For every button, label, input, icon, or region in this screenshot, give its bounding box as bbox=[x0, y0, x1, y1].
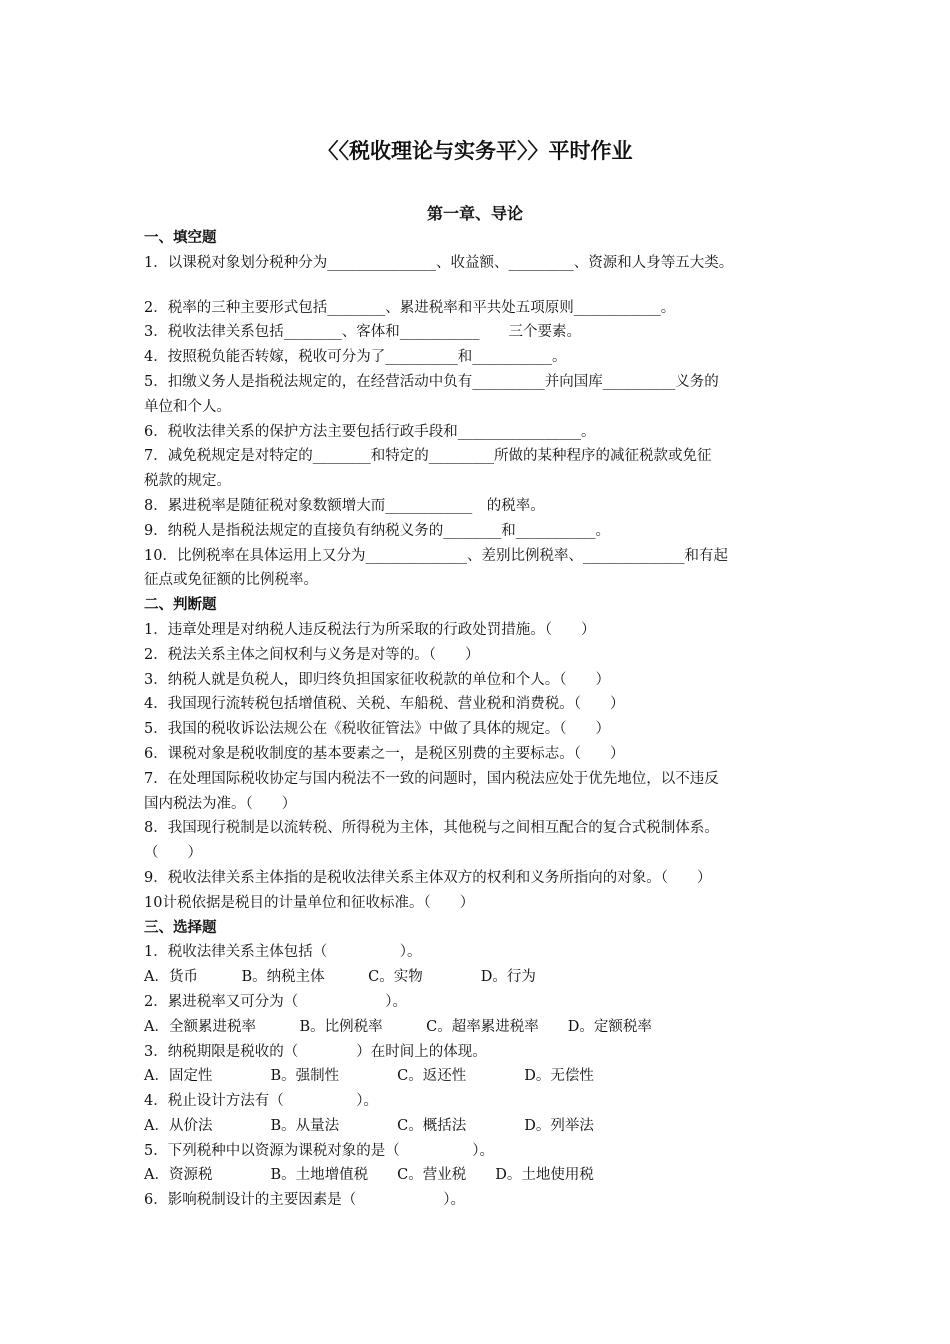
question-line: 10计税依据是税目的计量单位和征收标准。（ ） bbox=[144, 894, 475, 911]
question-line: 单位和个人。 bbox=[144, 398, 231, 415]
question-line: （ ） bbox=[144, 845, 202, 862]
question-line: A．固定性 B。强制性 C。返还性 D。无偿性 bbox=[144, 1068, 594, 1085]
blank-line bbox=[144, 276, 816, 296]
document-body bbox=[144, 226, 816, 1213]
question-line: 3．纳税期限是税收的（ ）在时间上的体现。 bbox=[144, 1043, 487, 1060]
question-line: 2．税率的三种主要形式包括________、累进税率和平共处五项原则____________。 bbox=[144, 299, 676, 316]
question-line: A．从价法 B。从量法 C。概括法 D。列举法 bbox=[144, 1117, 594, 1134]
question-line: 1．税收法律关系主体包括（ ）。 bbox=[144, 944, 422, 961]
question-line: 6．税收法律关系的保护方法主要包括行政手段和_________________。 bbox=[144, 423, 596, 440]
question-line: 7．减免税规定是对特定的________和特定的_________所做的某种程序的减征税款或免征 bbox=[144, 448, 712, 465]
section-heading: 三、选择题 bbox=[144, 919, 217, 936]
question-line: 2．累进税率又可分为（ ）。 bbox=[144, 993, 407, 1010]
section-heading: 一、填空题 bbox=[144, 230, 217, 246]
question-line: 国内税法为准。（ ） bbox=[144, 795, 297, 812]
question-line: 4．按照税负能否转嫁，税收可分为了__________和___________。 bbox=[144, 349, 567, 366]
section-heading: 二、判断题 bbox=[144, 597, 217, 614]
question-line: 10．比例税率在具体运用上又分为______________、差别比例税率、______________和有起 bbox=[144, 547, 728, 564]
section-3 bbox=[144, 916, 816, 1214]
question-line: 3．税收法律关系包括________、客体和___________ 三个要素。 bbox=[144, 324, 581, 341]
question-line: 7．在处理国际税收协定与国内税法不一致的问题时，国内税法应处于优先地位，以不违反 bbox=[144, 770, 719, 787]
question-line: 税款的规定。 bbox=[144, 473, 231, 490]
question-line: 5．下列税种中以资源为课税对象的是（ ）。 bbox=[144, 1142, 494, 1159]
question-line: 1．以课税对象划分税种分为_______________、收益额、_________、资源和人身等五大类。 bbox=[144, 254, 734, 271]
question-line: 8．我国现行税制是以流转税、所得税为主体，其他税与之间相互配合的复合式税制体系。 bbox=[144, 820, 719, 837]
document-title: 〈〈税收理论与实务平〉〉平时作业 bbox=[317, 139, 633, 163]
question-line: 6．课税对象是税收制度的基本要素之一，是税区别费的主要标志。（ ） bbox=[144, 745, 625, 762]
question-line: 5．我国的税收诉讼法规公在《税收征管法》中做了具体的规定。（ ） bbox=[144, 721, 610, 738]
question-line: A．货币 B。纳税主体 C。实物 D。行为 bbox=[144, 969, 536, 986]
section-2 bbox=[144, 593, 816, 915]
question-line: 3．纳税人就是负税人，即归终负担国家征收税款的单位和个人。（ ） bbox=[144, 671, 610, 688]
question-line: 6．影响税制设计的主要因素是（ ）。 bbox=[144, 1192, 465, 1209]
question-line: 2．税法关系主体之间权利与义务是对等的。（ ） bbox=[144, 646, 480, 663]
question-line: 征点或免征额的比例税率。 bbox=[144, 572, 318, 589]
chapter-heading: 第一章、导论 bbox=[426, 204, 523, 223]
question-line: 9．税收法律关系主体指的是税收法律关系主体双方的权利和义务所指向的对象。（ ） bbox=[144, 869, 712, 886]
question-line: A．全额累进税率 B。比例税率 C。超率累进税率 D。定额税率 bbox=[144, 1018, 652, 1035]
question-line: 1．违章处理是对纳税人违反税法行为所采取的行政处罚措施。（ ） bbox=[144, 621, 596, 638]
section-1 bbox=[144, 226, 816, 593]
question-line: 4．税止设计方法有（ ）。 bbox=[144, 1093, 378, 1110]
question-line: 8．累进税率是随征税对象数额增大而____________ 的税率。 bbox=[144, 497, 545, 514]
question-line: A．资源税 B。土地增值税 C。营业税 D。土地使用税 bbox=[144, 1167, 594, 1184]
question-line: 5．扣缴义务人是指税法规定的，在经营活动中负有__________并向国库__________义务的 bbox=[144, 373, 719, 390]
question-line: 9．纳税人是指税法规定的直接负有纳税义务的________和___________。 bbox=[144, 522, 610, 539]
question-line: 4．我国现行流转税包括增值税、关税、车船税、营业税和消费税。（ ） bbox=[144, 696, 625, 713]
